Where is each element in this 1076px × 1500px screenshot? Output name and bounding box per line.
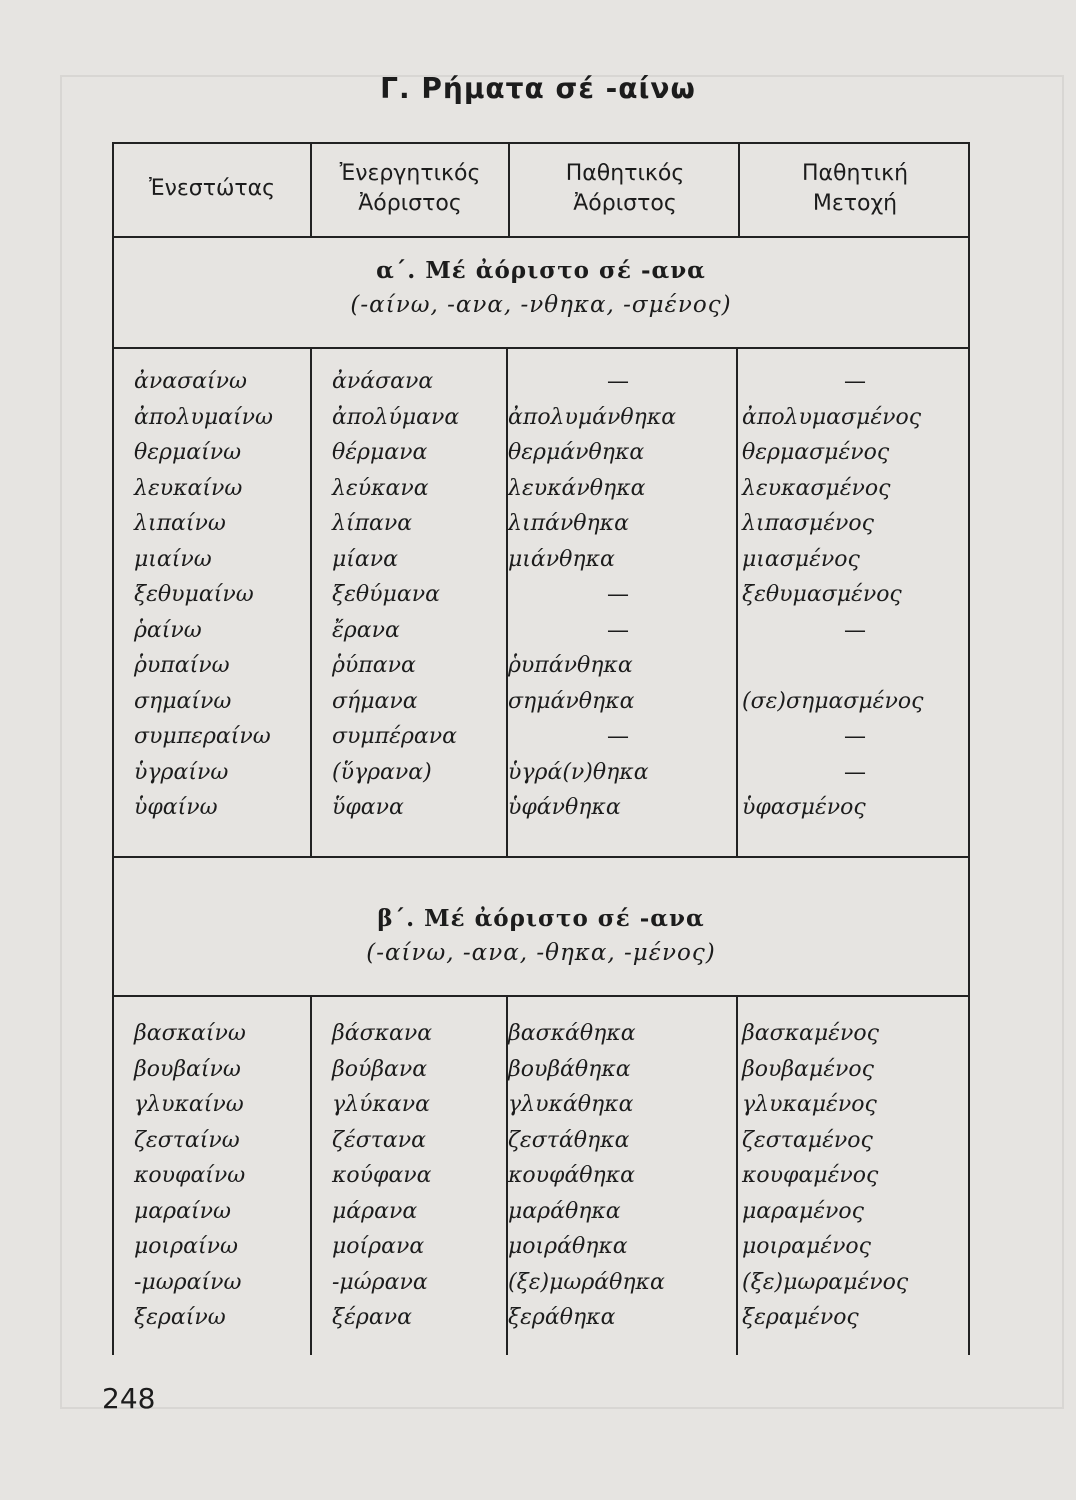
list-item: λιπασμένος	[742, 511, 874, 536]
list-item: ὕφανα	[332, 795, 404, 820]
section-b-passive-participle-column	[742, 1016, 968, 1336]
list-item: σήμανα	[332, 688, 418, 714]
rule-after-header	[114, 236, 968, 238]
list-item	[742, 648, 968, 684]
list-item: μοιράθηκα	[508, 1234, 628, 1259]
list-item: —	[844, 724, 866, 749]
col-divider-1-header	[310, 142, 312, 236]
list-item: ἀνασαίνω	[134, 369, 247, 394]
section-a-pattern: (-αίνω, -ανα, -νθηκα, -σμένος)	[350, 292, 732, 318]
list-item: βούβανα	[332, 1056, 428, 1082]
list-item: -μωραίνω	[134, 1269, 242, 1295]
list-item: μάρανα	[332, 1198, 418, 1224]
list-item: ἀπολυμάνθηκα	[508, 404, 677, 430]
list-item: (ξε)μωράθηκα	[508, 1269, 665, 1295]
list-item: —	[607, 582, 629, 607]
header-passive-aorist-line2: Ἀόριστος	[573, 191, 677, 216]
list-item: ὑγραίνω	[134, 759, 229, 785]
list-item: λευκάνθηκα	[508, 475, 646, 501]
header-active-aorist-line2: Ἀόριστος	[358, 191, 462, 216]
section-a-passive-aorist-column	[508, 364, 728, 826]
list-item: λίπανα	[332, 511, 413, 536]
list-item: θερμαίνω	[134, 440, 242, 465]
list-item: ὑγρά(ν)θηκα	[508, 759, 649, 785]
list-item: ξεραίνω	[134, 1305, 226, 1330]
list-item: ξεθυμασμένος	[742, 582, 902, 607]
header-present-label: Ἐνεστώτας	[148, 176, 276, 201]
col-divider-1-section-b	[310, 995, 312, 1355]
list-item: —	[844, 759, 866, 785]
section-b-present-column	[134, 1016, 246, 1336]
list-item: ζεσταμένος	[742, 1127, 873, 1153]
header-passive-participle-line2: Μετοχή	[812, 191, 898, 216]
list-item: λευκαίνω	[134, 475, 243, 501]
list-item: μαραμένος	[742, 1198, 864, 1224]
rule-after-section-a-heading	[114, 347, 968, 349]
header-active-aorist-line1: Ἐνεργητικός	[339, 161, 481, 186]
list-item: σημάνθηκα	[508, 688, 635, 714]
list-item: γλύκανα	[332, 1092, 430, 1117]
section-b-pattern: (-αίνω, -ανα, -θηκα, -μένος)	[366, 940, 716, 966]
list-item: ὑφάνθηκα	[508, 795, 621, 820]
list-item: ξεράθηκα	[508, 1305, 616, 1330]
page-number: 248	[102, 1382, 156, 1415]
list-item: ῥυπάνθηκα	[508, 653, 633, 678]
list-item: (ξε)μωραμένος	[742, 1269, 909, 1295]
list-item: μαράθηκα	[508, 1198, 621, 1224]
list-item: μιάνθηκα	[508, 546, 615, 572]
list-item: σημαίνω	[134, 688, 232, 714]
section-a-active-aorist-column	[332, 364, 459, 826]
list-item: ζεστάθηκα	[508, 1127, 630, 1153]
list-item: συμπέρανα	[332, 724, 457, 749]
list-item: ζέστανα	[332, 1127, 427, 1153]
section-a-present-column	[134, 364, 273, 826]
header-passive-participle-line1: Παθητική	[801, 161, 909, 186]
header-active-aorist	[312, 142, 508, 236]
list-item: ἀπολυμαίνω	[134, 404, 273, 430]
list-item: μίανα	[332, 546, 399, 572]
rule-after-section-b-heading	[114, 995, 968, 997]
list-item: βασκάθηκα	[508, 1021, 636, 1046]
list-item: βουβαίνω	[134, 1056, 241, 1082]
list-item: λιπαίνω	[134, 511, 226, 536]
list-item: κούφανα	[332, 1163, 432, 1188]
list-item: ξεραμένος	[742, 1305, 859, 1330]
list-item: λεύκανα	[332, 475, 429, 501]
section-b-active-aorist-column	[332, 1016, 432, 1336]
col-divider-3-header	[738, 142, 740, 236]
list-item: μοιραμένος	[742, 1234, 872, 1259]
list-item: —	[844, 369, 866, 394]
list-item: γλυκαίνω	[134, 1092, 244, 1117]
list-item: βασκαμένος	[742, 1021, 879, 1046]
list-item: —	[607, 724, 629, 749]
list-item: ζεσταίνω	[134, 1127, 240, 1153]
list-item: βουβαμένος	[742, 1056, 874, 1082]
list-item: ξεθυμαίνω	[134, 582, 254, 607]
list-item: θερμασμένος	[742, 440, 890, 465]
header-passive-participle	[742, 142, 968, 236]
list-item: ὑφαίνω	[134, 795, 218, 820]
list-item: μαραίνω	[134, 1198, 231, 1224]
section-b-title: β΄. Μέ ἀόριστο σέ -ανα	[377, 905, 705, 932]
list-item: λευκασμένος	[742, 475, 891, 501]
list-item: γλυκάθηκα	[508, 1092, 634, 1117]
section-a-title: α΄. Μέ ἀόριστο σέ -ανα	[376, 257, 706, 284]
col-divider-1-section-a	[310, 347, 312, 856]
page-title: Γ. Ρήματα σέ -αίνω	[380, 72, 696, 105]
list-item: ἔρανα	[332, 617, 400, 643]
list-item: ἀπολυμασμένος	[742, 404, 922, 430]
list-item: λιπάνθηκα	[508, 511, 629, 536]
list-item: θερμάνθηκα	[508, 440, 645, 465]
list-item: —	[844, 617, 866, 643]
list-item: μιαίνω	[134, 546, 212, 572]
section-b-passive-aorist-column	[508, 1016, 728, 1336]
col-divider-3-section-b	[736, 995, 738, 1355]
header-present	[114, 142, 310, 236]
list-item: ῥαίνω	[134, 617, 202, 643]
list-item: μιασμένος	[742, 546, 860, 572]
list-item: βασκαίνω	[134, 1021, 246, 1046]
section-a-passive-participle-column	[742, 364, 968, 826]
list-item: ἀνάσανα	[332, 369, 434, 394]
header-passive-aorist-line1: Παθητικός	[565, 161, 685, 186]
col-divider-3-section-a	[736, 347, 738, 856]
section-b-heading	[114, 902, 968, 970]
list-item: μοιραίνω	[134, 1234, 238, 1259]
list-item: (ὕγρανα)	[332, 759, 432, 785]
section-a-heading	[114, 254, 968, 322]
list-item: ξέρανα	[332, 1305, 412, 1330]
list-item: κουφάθηκα	[508, 1163, 636, 1188]
rule-after-section-a	[114, 856, 968, 858]
list-item: —	[607, 369, 629, 394]
list-item: συμπεραίνω	[134, 724, 271, 749]
list-item: μοίρανα	[332, 1234, 425, 1259]
list-item: κουφαμένος	[742, 1163, 879, 1188]
list-item: ξεθύμανα	[332, 582, 440, 607]
col-divider-2-header	[508, 142, 510, 236]
list-item: ῥύπανα	[332, 653, 416, 678]
list-item: ἀπολύμανα	[332, 404, 460, 430]
list-item: -μώρανα	[332, 1269, 428, 1295]
list-item: κουφαίνω	[134, 1163, 246, 1188]
header-passive-aorist	[510, 142, 740, 236]
list-item: βουβάθηκα	[508, 1056, 631, 1082]
list-item: ῥυπαίνω	[134, 653, 230, 678]
list-item: ὑφασμένος	[742, 795, 866, 820]
list-item: βάσκανα	[332, 1021, 433, 1046]
list-item: (σε)σημασμένος	[742, 688, 924, 714]
list-item: γλυκαμένος	[742, 1092, 877, 1117]
verb-table	[112, 142, 970, 1355]
list-item: —	[607, 617, 629, 643]
list-item: θέρμανα	[332, 440, 428, 465]
